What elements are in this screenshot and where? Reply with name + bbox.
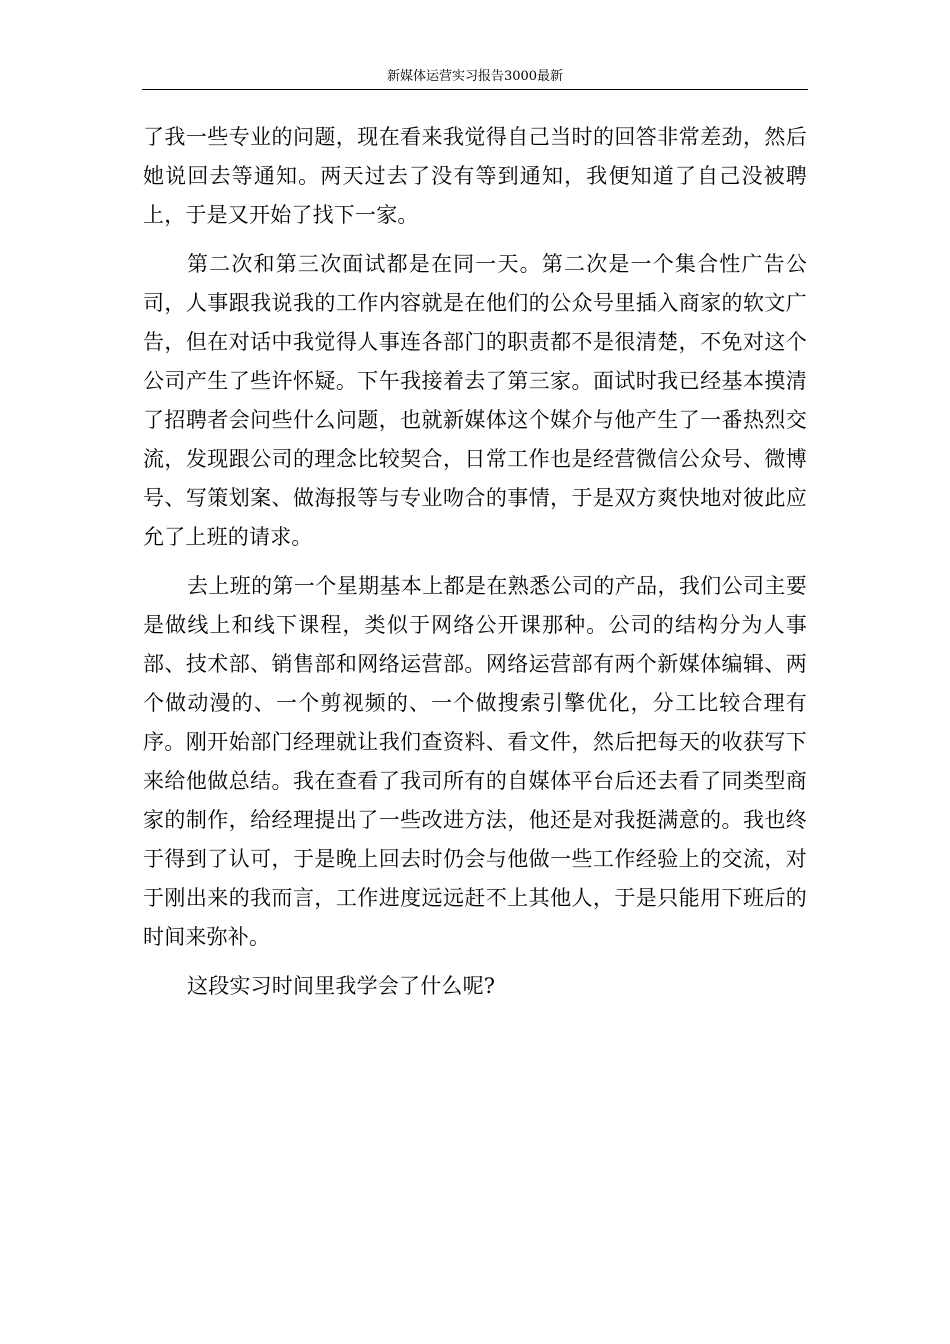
header-divider (142, 89, 808, 90)
running-header: 新媒体运营实习报告3000最新 (386, 69, 564, 84)
paragraph-continued: 了我一些专业的问题，现在看来我觉得自己当时的回答非常差劲，然后她说回去等通知。两天过去了没有等到通知，我便知道了自己没被聘上，于是又开始了找下一家。 (143, 125, 807, 227)
paragraph: 去上班的第一个星期基本上都是在熟悉公司的产品，我们公司主要是做线上和线下课程，类似于网络公开课那种。公司的结构分为人事部、技术部、销售部和网络运营部。网络运营部有两个新媒体编辑、两个做动漫的、一个剪视频的、一个做搜索引擎优化，分工比较合理有序。刚开始部门经理就让我们查资料、看文件，然后把每天的收获写下来给他做总结。我在查看了我司所有的自媒体平台后还去看了同类型商家的制作，给经理提出了一些改进方法，他还是对我挺满意的。我也终于得到了认可，于是晚上回去时仍会与他做一些工作经验上的交流，对于刚出来的我而言，工作进度远远赶不上其他人，于是只能用下班后的时间来弥补。 (143, 574, 807, 949)
paragraph: 第二次和第三次面试都是在同一天。第二次是一个集合性广告公司，人事跟我说我的工作内容就是在他们的公众号里插入商家的软文广告，但在对话中我觉得人事连各部门的职责都不是很清楚，不免对这个公司产生了些许怀疑。下午我接着去了第三家。面试时我已经基本摸清了招聘者会问些什么问题，也就新媒体这个媒介与他产生了一番热烈交流，发现跟公司的理念比较契合，日常工作也是经营微信公众号、微博号、写策划案、做海报等与专业吻合的事情，于是双方爽快地对彼此应允了上班的请求。 (143, 252, 807, 549)
body-text (143, 118, 807, 1006)
paragraph: 这段实习时间里我学会了什么呢? (187, 974, 496, 998)
